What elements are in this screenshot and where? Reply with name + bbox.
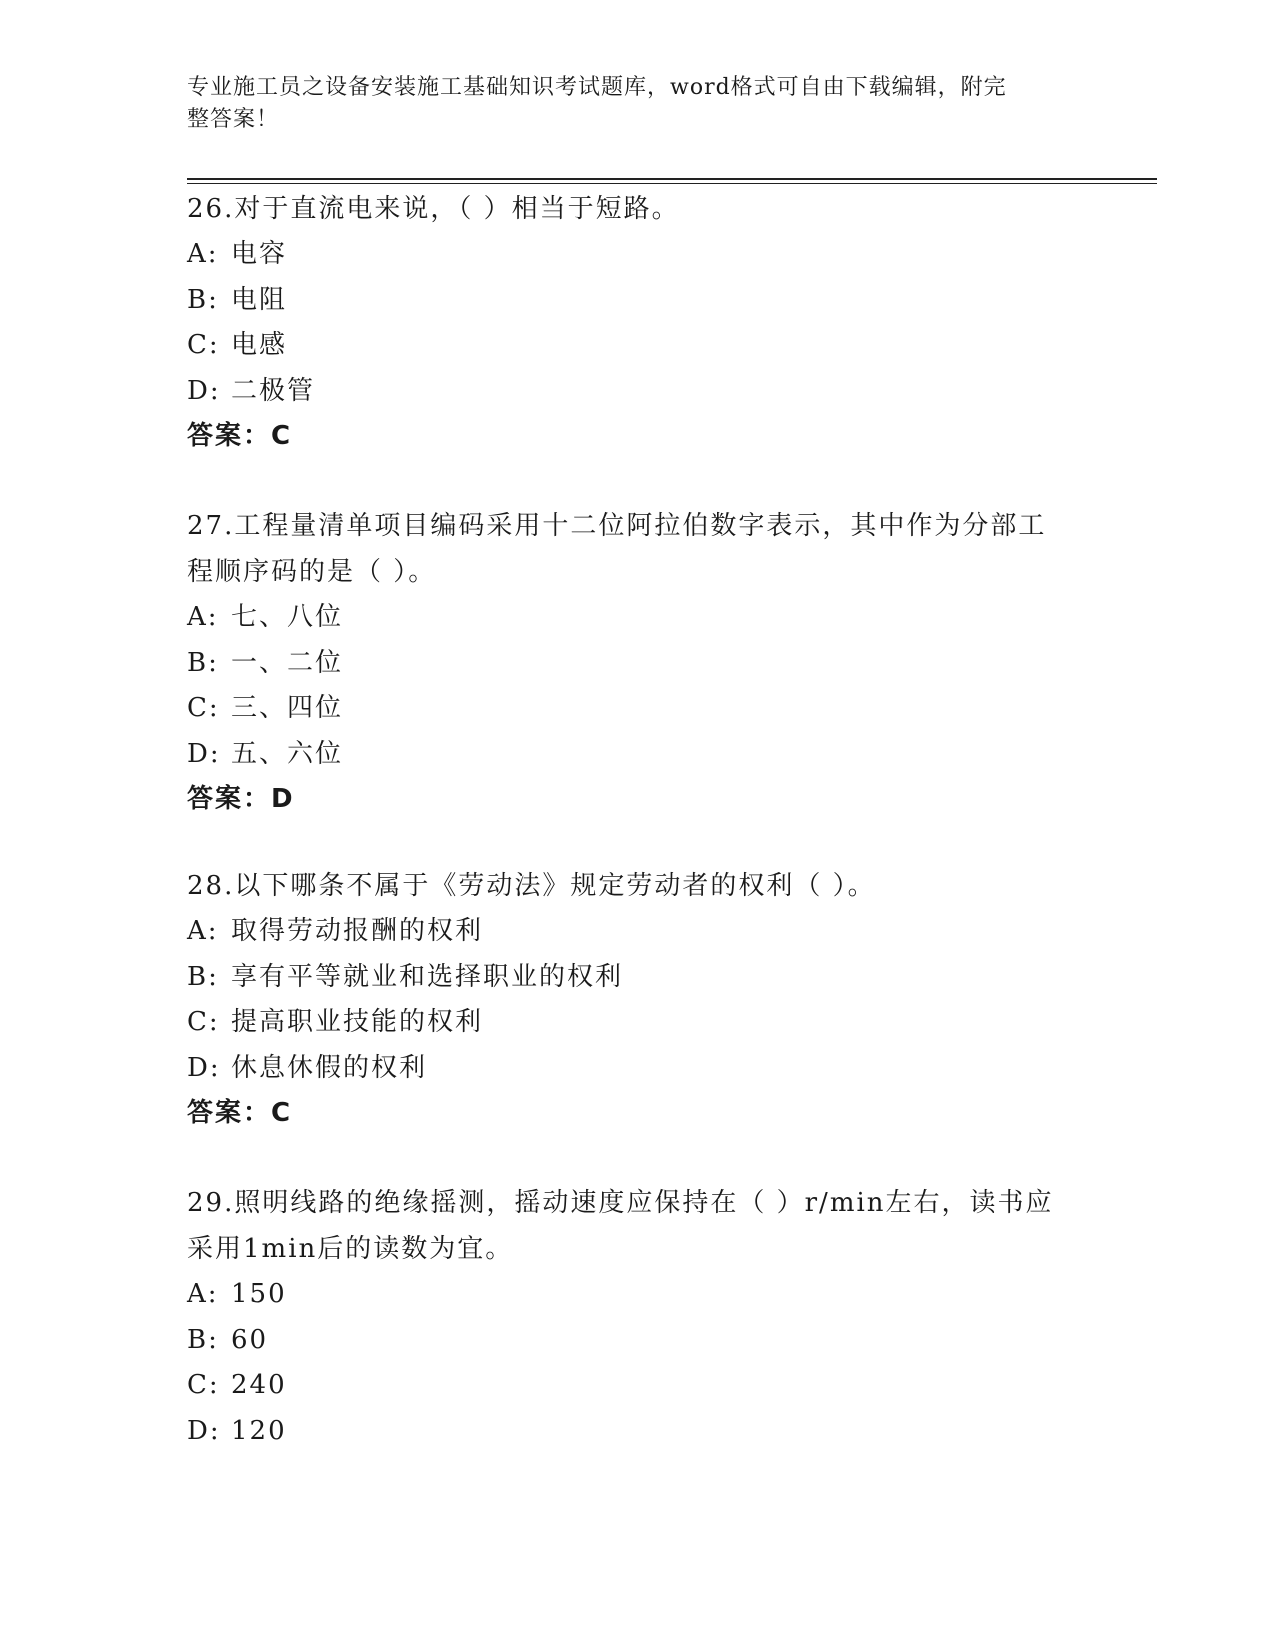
option-a bbox=[187, 1272, 1087, 1318]
question-number: 28. bbox=[187, 871, 235, 901]
option-d bbox=[187, 1046, 1087, 1092]
question-text-line: 照明线路的绝缘摇测，摇动速度应保持在（ ）r/min左右，读书应 bbox=[234, 1188, 1054, 1218]
option-c bbox=[187, 686, 1087, 732]
option-text: 享有平等就业和选择职业的权利 bbox=[231, 961, 624, 992]
option-letter: C: bbox=[187, 330, 220, 360]
option-text: 休息休假的权利 bbox=[231, 1052, 428, 1083]
option-letter: A: bbox=[187, 916, 219, 946]
header-line-2: 整答案！ bbox=[187, 107, 280, 132]
question-text-line: 以下哪条不属于《劳动法》规定劳动者的权利（ ）。 bbox=[234, 871, 876, 901]
answer-line: 答案：C bbox=[187, 421, 293, 451]
option-text: 电感 bbox=[231, 330, 288, 360]
question-text-line: 工程量清单项目编码采用十二位阿拉伯数字表示，其中作为分部工 bbox=[234, 511, 1047, 541]
question-text bbox=[187, 1180, 1087, 1226]
question-29 bbox=[187, 1180, 1087, 1454]
answer-line: 答案：D bbox=[187, 784, 295, 814]
option-text: 240 bbox=[231, 1370, 287, 1400]
option-b bbox=[187, 955, 1087, 1001]
option-b bbox=[187, 278, 1087, 324]
answer-line: 答案：C bbox=[187, 1098, 293, 1128]
question-number: 27. bbox=[187, 511, 235, 541]
option-text: 取得劳动报酬的权利 bbox=[231, 916, 484, 946]
option-letter: C: bbox=[187, 693, 220, 723]
option-letter: D: bbox=[187, 1415, 221, 1446]
option-a bbox=[187, 595, 1087, 641]
document-header bbox=[187, 72, 1067, 136]
option-text: 电阻 bbox=[231, 284, 288, 315]
option-letter: B: bbox=[187, 1324, 219, 1355]
question-text-continued: 采用1min后的读数为宜。 bbox=[187, 1234, 514, 1264]
option-text: 60 bbox=[231, 1324, 269, 1355]
question-text-line: 对于直流电来说，（ ）相当于短路。 bbox=[234, 194, 680, 224]
option-text: 五、六位 bbox=[231, 738, 344, 769]
option-d bbox=[187, 369, 1087, 415]
option-c bbox=[187, 323, 1087, 369]
option-d bbox=[187, 1409, 1087, 1455]
question-26 bbox=[187, 186, 1087, 460]
question-text bbox=[187, 863, 1087, 909]
option-letter: B: bbox=[187, 961, 219, 992]
option-letter: A: bbox=[187, 1279, 219, 1309]
option-text: 一、二位 bbox=[231, 647, 344, 678]
option-text: 二极管 bbox=[231, 375, 316, 406]
option-b bbox=[187, 641, 1087, 687]
option-letter: A: bbox=[187, 239, 219, 269]
question-text bbox=[187, 503, 1087, 549]
option-letter: C: bbox=[187, 1007, 220, 1037]
option-letter: D: bbox=[187, 738, 221, 769]
option-d bbox=[187, 732, 1087, 778]
option-a bbox=[187, 232, 1087, 278]
option-text: 七、八位 bbox=[231, 602, 344, 632]
option-letter: A: bbox=[187, 602, 219, 632]
option-letter: C: bbox=[187, 1370, 220, 1400]
option-letter: B: bbox=[187, 647, 219, 678]
option-text: 150 bbox=[231, 1279, 287, 1309]
question-text-continued: 程顺序码的是（ ）。 bbox=[187, 557, 437, 587]
question-28 bbox=[187, 863, 1087, 1137]
question-number: 29. bbox=[187, 1188, 235, 1218]
option-text: 三、四位 bbox=[231, 693, 344, 723]
option-c bbox=[187, 1363, 1087, 1409]
option-text: 120 bbox=[231, 1415, 287, 1446]
question-27 bbox=[187, 503, 1087, 823]
header-divider-thin bbox=[187, 183, 1157, 184]
header-divider-thick bbox=[187, 178, 1157, 180]
option-letter: B: bbox=[187, 284, 219, 315]
option-letter: D: bbox=[187, 375, 221, 406]
option-c bbox=[187, 1000, 1087, 1046]
question-number: 26. bbox=[187, 194, 235, 224]
option-a bbox=[187, 909, 1087, 955]
option-text: 电容 bbox=[231, 239, 288, 269]
option-text: 提高职业技能的权利 bbox=[231, 1007, 484, 1037]
question-text bbox=[187, 186, 1087, 232]
header-line-1: 专业施工员之设备安装施工基础知识考试题库，word格式可自由下载编辑，附完 bbox=[187, 75, 1007, 100]
option-letter: D: bbox=[187, 1052, 221, 1083]
option-b bbox=[187, 1318, 1087, 1364]
